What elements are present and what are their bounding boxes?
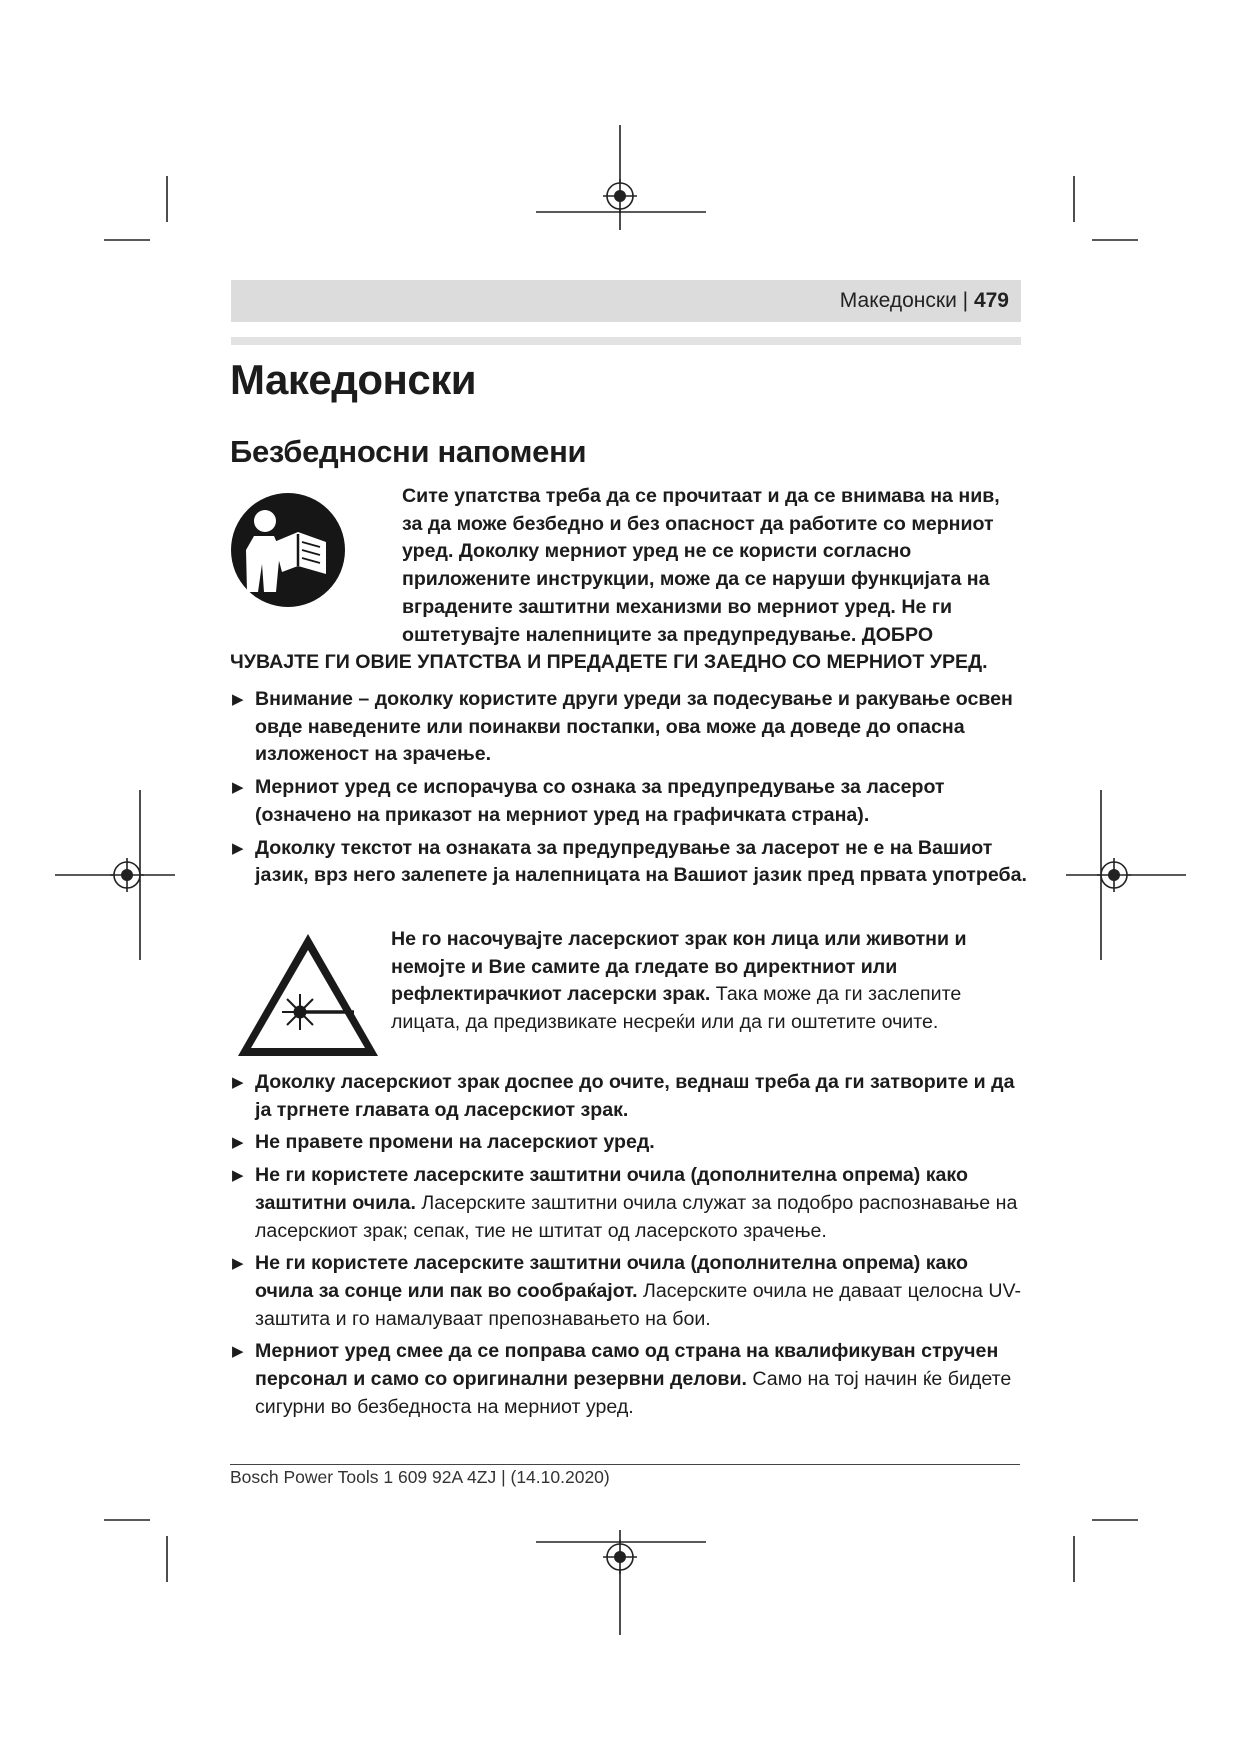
list-item-bold: Мерниот уред смее да се поправа само од страна на квалификуван стручен персонал и само со оригинални резервни делови. <box>255 1340 999 1391</box>
list-item-bold: Мерниот уред се испорачува со ознака за предупредување за ласерот (означено на приказот на мерниот уред на графичката страна). <box>255 776 945 826</box>
running-header <box>231 280 1021 322</box>
laser-warning-icon <box>234 930 382 1060</box>
bullet-arrow-icon: ▶ <box>232 1255 244 1273</box>
page-footer: Bosch Power Tools 1 609 92A 4ZJ | (14.10.2020) <box>230 1467 610 1487</box>
bullet-arrow-icon: ▶ <box>232 1074 244 1091</box>
list-item-bold: Не ги користете ласерските заштитни очила (дополнителна опрема) како заштитни очила. <box>255 1164 968 1214</box>
list-item <box>230 1338 1030 1421</box>
bullet-arrow-icon: ▶ <box>232 1134 244 1152</box>
page-title: Македонски <box>230 356 477 403</box>
section-subtitle: Безбедносни напомени <box>230 434 587 469</box>
list-item <box>230 686 1030 769</box>
intro-paragraph <box>230 483 1025 677</box>
header-separator: | <box>962 289 969 312</box>
list-item-bold: Не ги користете ласерските заштитни очила (дополнителна опрема) како очила за сонце или пак во сообраќајот. <box>255 1252 968 1302</box>
list-item-bold: Доколку текстот на ознаката за предупредување за ласерот не е на Вашиот јазик, врз него залепете ја налепницата на Вашиот јазик пред првата употреба. <box>255 836 1027 887</box>
bullet-arrow-icon: ▶ <box>232 1343 244 1361</box>
header-text <box>840 289 1009 313</box>
list-item <box>230 774 1030 829</box>
list-item-bold: Доколку ласерскиот зрак доспее до очите, веднаш треба да ги затворите и да ја тргнете главата од ласерскиот зрак. <box>255 1071 1015 1121</box>
list-item <box>230 835 1030 890</box>
intro-text: Сите упатства треба да се прочитаат и да се внимава на нив, за да може безбедно и без опасност да работите со мерниот уред. Доколку мерниот уред не се користи согласно приложените инструкции, може да се наруши функцијата на вградените заштитни механизми во мерниот уред. Не ги оштетувајте налепниците за предупредување. ДОБРО ЧУВАЈТЕ ГИ ОВИЕ УПАТСТВА И ПРЕДАДЕТЕ ГИ ЗАЕДНО СО МЕРНИОТ УРЕД. <box>230 485 1000 674</box>
list-item-normal: Само на тој начин ќе бидете сигурни во безбедноста на мерниот уред. <box>255 1368 1012 1418</box>
bullet-arrow-icon: ▶ <box>232 779 244 797</box>
safety-list-top <box>230 686 1030 895</box>
bullet-arrow-icon: ▶ <box>232 1167 244 1185</box>
header-section: Македонски <box>839 289 957 312</box>
laser-warning-text <box>391 926 1011 1037</box>
page-number: 479 <box>973 289 1009 312</box>
bullet-arrow-icon: ▶ <box>232 839 244 857</box>
laser-warning-normal: Така може да ги заслепите лицата, да предизвикате несреќи или да ги оштетите очите. <box>391 983 962 1034</box>
safety-list-bottom <box>230 1069 1030 1426</box>
footer-divider <box>230 1464 1020 1465</box>
list-item-normal: Ласерските очила не даваат целосна UV-заштита и го намалуваат препознавањето на бои. <box>255 1279 1021 1330</box>
list-item <box>230 1250 1030 1333</box>
list-item <box>230 1129 1030 1157</box>
list-item-bold: Внимание – доколку користите други уреди за подесување и ракување освен овде наведените или поинакви постапки, ова може да доведе до опасна изложеност на зрачење. <box>255 688 1013 766</box>
list-item-bold: Не правете промени на ласерскиот уред. <box>255 1131 655 1154</box>
list-item <box>230 1069 1030 1124</box>
laser-warning-bold: Не го насочувајте ласерскиот зрак кон лица или животни и немојте и Вие самите да гледате во директниот или рефлектирачкиот ласерски зрак. <box>391 928 967 1006</box>
header-divider <box>231 337 1021 345</box>
list-item <box>230 1162 1030 1245</box>
list-item-normal: Ласерските заштитни очила служат за подобро распознавање на ласерскиот зрак; сепак, тие не штитат од ласерското зрачење. <box>255 1191 1018 1242</box>
bullet-arrow-icon: ▶ <box>232 691 244 708</box>
